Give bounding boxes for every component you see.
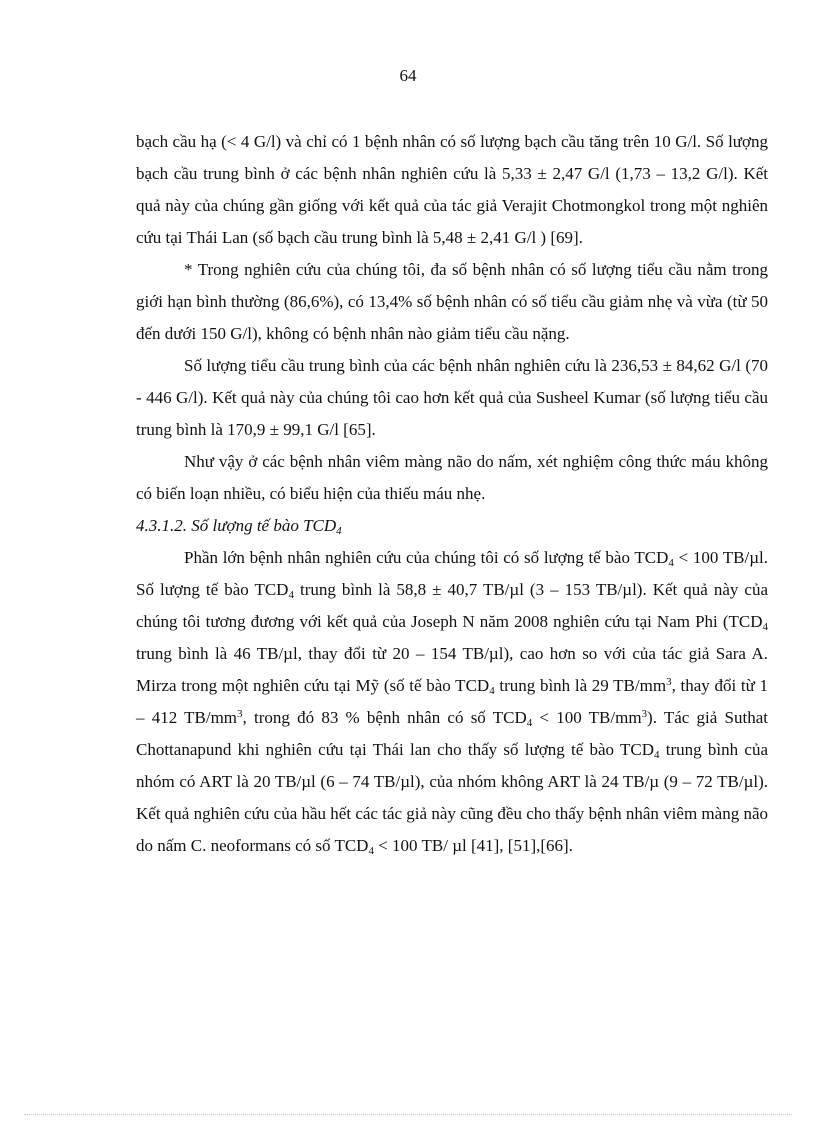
subscript: 4 <box>368 845 374 857</box>
subscript: 4 <box>762 621 768 633</box>
subscript: 4 <box>654 749 660 761</box>
text-run: Phần lớn bệnh nhân nghiên cứu của chúng tôi có số lượng tế bào TCD <box>184 548 669 567</box>
paragraph-tcd4 <box>136 542 768 862</box>
subscript: 4 <box>489 685 495 697</box>
page-body <box>136 126 768 862</box>
text-run: ). Tác giả Suthat Chottanapund khi nghiên cứu tại Thái lan cho thấy số lượng tế bào TCD <box>136 708 768 759</box>
text-run: < 100 TB/µl. Số lượng tế bào TCD <box>136 548 769 599</box>
text-run: trung bình là 29 TB/mm <box>494 676 667 695</box>
paragraph-platelet-range: * Trong nghiên cứu của chúng tôi, đa số bệnh nhân có số lượng tiểu cầu nằm trong giới hạn bình thường (86,6%), có 13,4% số bệnh nhân có số tiểu cầu giảm nhẹ và vừa (từ 50 đến dưới 150 G/l), không có bệnh nhân nào giảm tiểu cầu nặng. <box>136 260 768 343</box>
superscript: 3 <box>237 708 243 720</box>
text-run: trung bình của nhóm có ART là 20 TB/µl (6 – 74 TB/µl), của nhóm không ART là 24 TB/µ (9 – 72 TB/µl). Kết quả nghiên cứu của hầu hết các tác giả này cũng đều cho thấy bệnh nhân viêm màng não do nấm C. neoformans có số TCD <box>136 740 768 855</box>
subscript: 4 <box>668 557 674 569</box>
page-bottom-rule <box>24 1114 792 1115</box>
section-heading-subscript: 4 <box>336 525 342 537</box>
paragraph-conclusion: Như vậy ở các bệnh nhân viêm màng não do nấm, xét nghiệm công thức máu không có biến loạn nhiều, có biểu hiện của thiếu máu nhẹ. <box>136 452 768 503</box>
section-heading-text: 4.3.1.2. Số lượng tế bào TCD <box>136 516 337 535</box>
text-run: < 100 TB/ µl [41], [51],[66]. <box>373 836 573 855</box>
text-run: trung bình là 58,8 ± 40,7 TB/µl (3 – 153 TB/µl). Kết quả này của chúng tôi tương đương với kết quả của Joseph N năm 2008 nghiên cứu tại Nam Phi (TCD <box>136 580 768 631</box>
text-run: < 100 TB/mm <box>532 708 642 727</box>
section-heading <box>136 510 768 542</box>
page-number: 64 <box>399 66 417 85</box>
text-run: , trong đó 83 % bệnh nhân có số TCD <box>242 708 527 727</box>
text-run: trung bình là 46 TB/µl, thay đổi từ 20 – 154 TB/µl), cao hơn so với của tác giả Sara A. Mirza trong một nghiên cứu tại Mỹ (số tế bào TCD <box>136 644 768 695</box>
superscript: 3 <box>666 676 672 688</box>
subscript: 4 <box>288 589 294 601</box>
paragraph-platelet-mean: Số lượng tiểu cầu trung bình của các bệnh nhân nghiên cứu là 236,53 ± 84,62 G/l (70 - 446 G/l). Kết quả này của chúng tôi cao hơn kết quả của Susheel Kumar (số lượng tiểu cầu trung bình là 170,9 ± 99,1 G/l [65]. <box>136 356 768 439</box>
text-run: , thay đổi từ 1 – 412 TB/mm <box>136 676 768 727</box>
subscript: 4 <box>526 717 533 729</box>
paragraph-wbc: bạch cầu hạ (< 4 G/l) và chỉ có 1 bệnh nhân có số lượng bạch cầu tăng trên 10 G/l. Số lượng bạch cầu trung bình ở các bệnh nhân nghiên cứu là 5,33 ± 2,47 G/l (1,73 – 13,2 G/l). Kết quả này của chúng gần giống với kết quả của tác giả Verajit Chotmongkol trong một nghiên cứu tại Thái Lan (số bạch cầu trung bình là 5,48 ± 2,41 G/l ) [69]. <box>136 132 768 247</box>
superscript: 3 <box>641 708 648 720</box>
